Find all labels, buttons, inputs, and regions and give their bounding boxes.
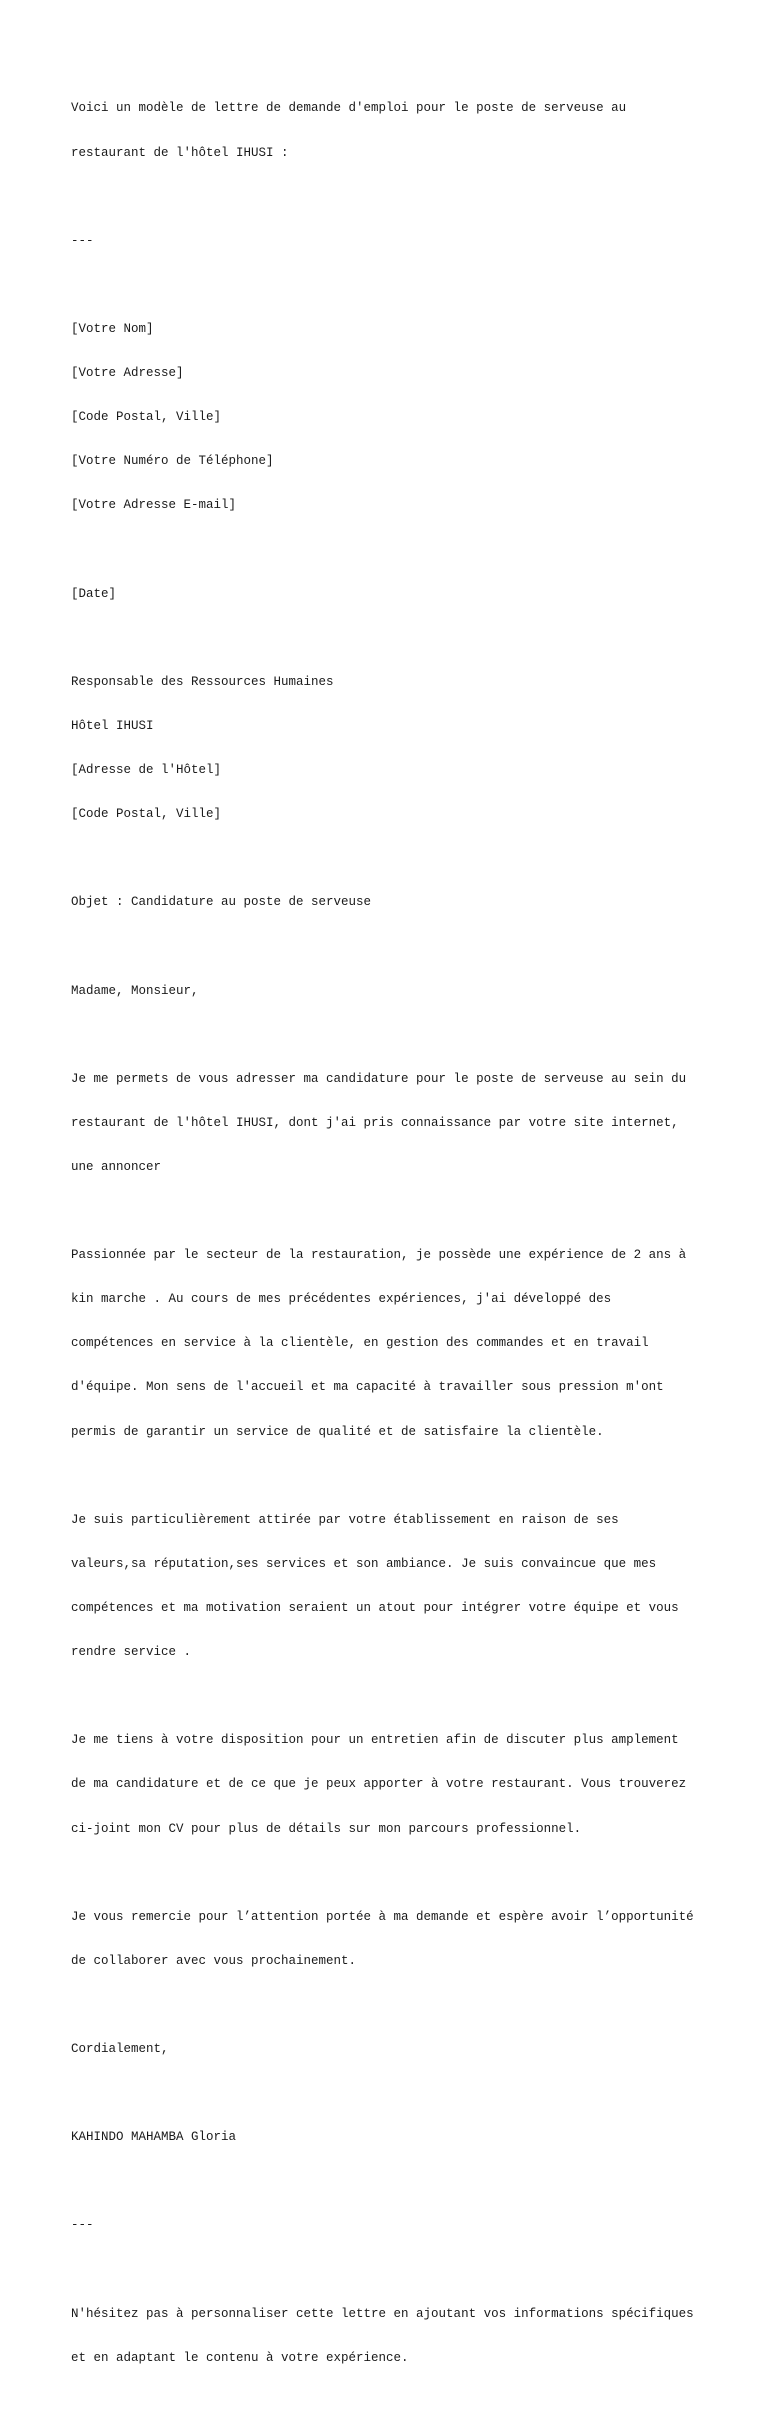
recipient-address: [Adresse de l'Hôtel]	[71, 762, 222, 777]
paragraph-line: de ma candidature et de ce que je peux apporter à votre restaurant. Vous trouverez	[71, 1777, 687, 1792]
letter-date: [Date]	[71, 586, 117, 601]
intro-line: Voici un modèle de lettre de demande d'emploi pour le poste de serveuse au	[71, 101, 627, 116]
paragraph-line: de collaborer avec vous prochainement.	[71, 1953, 357, 1968]
intro-paragraph	[71, 72, 731, 190]
body-paragraph-2	[71, 1219, 731, 1469]
paragraph-line: Je me permets de vous adresser ma candidature pour le poste de serveuse au sein du	[71, 1071, 687, 1086]
body-paragraph-1	[71, 1042, 731, 1204]
salutation-block	[71, 954, 731, 1028]
separator-bottom	[71, 2189, 731, 2263]
paragraph-line: compétences en service à la clientèle, en gestion des commandes et en travail	[71, 1336, 649, 1351]
date-block	[71, 557, 731, 631]
body-paragraph-4	[71, 1704, 731, 1866]
body-paragraph-5	[71, 1880, 731, 1998]
paragraph-line: kin marche . Au cours de mes précédentes expériences, j'ai développé des	[71, 1292, 612, 1307]
paragraph-line: valeurs,sa réputation,ses services et son ambiance. Je suis convaincue que mes	[71, 1556, 657, 1571]
paragraph-line: Je suis particulièrement attirée par votre établissement en raison de ses	[71, 1512, 619, 1527]
footer-line: N'hésitez pas à personnaliser cette lettre en ajoutant vos informations spécifiques	[71, 2306, 694, 2321]
paragraph-line: compétences et ma motivation seraient un atout pour intégrer votre équipe et vous	[71, 1600, 679, 1615]
paragraph-line: restaurant de l'hôtel IHUSI, dont j'ai pris connaissance par votre site internet,	[71, 1115, 679, 1130]
sender-block	[71, 293, 731, 543]
intro-line: restaurant de l'hôtel IHUSI :	[71, 145, 289, 160]
subject-block	[71, 866, 731, 940]
sender-email: [Votre Adresse E-mail]	[71, 498, 237, 513]
paragraph-line: permis de garantir un service de qualité et de satisfaire la clientèle.	[71, 1424, 604, 1439]
footer-note	[71, 2277, 731, 2395]
paragraph-line: Passionnée par le secteur de la restauration, je possède une expérience de 2 ans à	[71, 1248, 687, 1263]
sender-address: [Votre Adresse]	[71, 366, 184, 381]
letter-signature: KAHINDO MAHAMBA Gloria	[71, 2130, 237, 2145]
letter-salutation: Madame, Monsieur,	[71, 983, 199, 998]
recipient-block	[71, 645, 731, 851]
sender-phone: [Votre Numéro de Téléphone]	[71, 454, 274, 469]
letter-closing: Cordialement,	[71, 2042, 169, 2057]
signature-block	[71, 2101, 731, 2175]
footer-line: et en adaptant le contenu à votre expérience.	[71, 2350, 409, 2365]
paragraph-line: ci-joint mon CV pour plus de détails sur mon parcours professionnel.	[71, 1821, 582, 1836]
letter-document	[71, 72, 731, 2410]
sender-name: [Votre Nom]	[71, 321, 154, 336]
sender-postal-city: [Code Postal, Ville]	[71, 410, 222, 425]
letter-subject: Objet : Candidature au poste de serveuse	[71, 895, 372, 910]
separator-top	[71, 204, 731, 278]
recipient-postal-city: [Code Postal, Ville]	[71, 807, 222, 822]
paragraph-line: d'équipe. Mon sens de l'accueil et ma capacité à travailler sous pression m'ont	[71, 1380, 664, 1395]
recipient-hotel: Hôtel IHUSI	[71, 718, 154, 733]
separator-text: ---	[71, 2218, 94, 2233]
recipient-title: Responsable des Ressources Humaines	[71, 674, 334, 689]
separator-text: ---	[71, 233, 94, 248]
paragraph-line: rendre service .	[71, 1645, 192, 1660]
body-paragraph-3	[71, 1483, 731, 1689]
closing-block	[71, 2013, 731, 2087]
paragraph-line: Je vous remercie pour l’attention portée à ma demande et espère avoir l’opportunité	[71, 1909, 694, 1924]
paragraph-line: Je me tiens à votre disposition pour un entretien afin de discuter plus amplement	[71, 1733, 679, 1748]
paragraph-line: une annoncer	[71, 1159, 162, 1174]
